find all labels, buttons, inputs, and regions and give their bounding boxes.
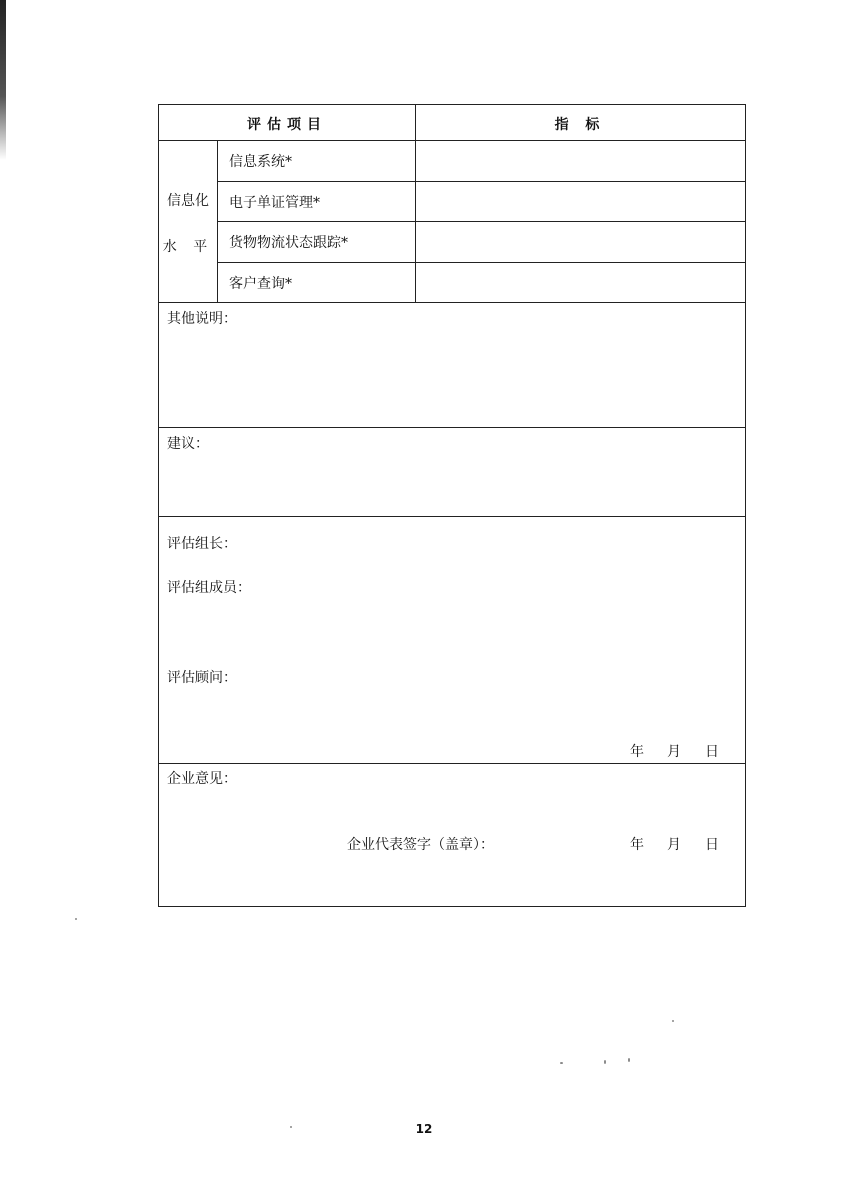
company-opinion-label: 企业意见： (167, 771, 237, 787)
date-year-label: 年 (630, 744, 644, 760)
scan-speck (290, 1126, 292, 1128)
other-notes-label: 其他说明： (167, 311, 237, 327)
row-item: 信息系统* (229, 154, 292, 170)
signature-label: 企业代表签字（盖章）： (347, 837, 494, 853)
date-month-label: 月 (667, 837, 681, 853)
team-members-label: 评估组成员： (167, 580, 251, 596)
group-column-divider (217, 140, 218, 302)
date-day-label: 日 (705, 744, 719, 760)
header-indicator: 指 标 (554, 117, 606, 133)
row-divider (217, 221, 745, 222)
scan-edge-shadow (0, 0, 6, 160)
scan-speck (628, 1058, 630, 1062)
header-divider (159, 140, 745, 141)
date-year-label: 年 (630, 837, 644, 853)
scan-speck (672, 1020, 674, 1022)
team-leader-label: 评估组长： (167, 536, 237, 552)
scan-speck (75, 918, 77, 920)
date-month-label: 月 (667, 744, 681, 760)
advisor-label: 评估顾问： (167, 670, 237, 686)
column-divider (415, 105, 416, 302)
evaluation-form-table (158, 104, 746, 907)
row-item: 客户查询* (229, 276, 292, 292)
row-item: 电子单证管理* (229, 195, 320, 211)
row-divider (217, 262, 745, 263)
date-day-label: 日 (705, 837, 719, 853)
group-label-line1: 信息化 (167, 193, 209, 209)
section-divider (159, 427, 745, 428)
row-item: 货物物流状态跟踪* (229, 235, 348, 251)
group-label-line2: 水 平 (162, 239, 214, 255)
section-divider (159, 302, 745, 303)
scan-speck (604, 1060, 606, 1064)
section-divider (159, 516, 745, 517)
row-divider (217, 181, 745, 182)
page-number: 12 (415, 1122, 433, 1136)
scan-speck (560, 1062, 563, 1064)
header-item: 评估项目 (247, 117, 327, 133)
suggestions-label: 建议： (167, 436, 209, 452)
section-divider (159, 763, 745, 764)
